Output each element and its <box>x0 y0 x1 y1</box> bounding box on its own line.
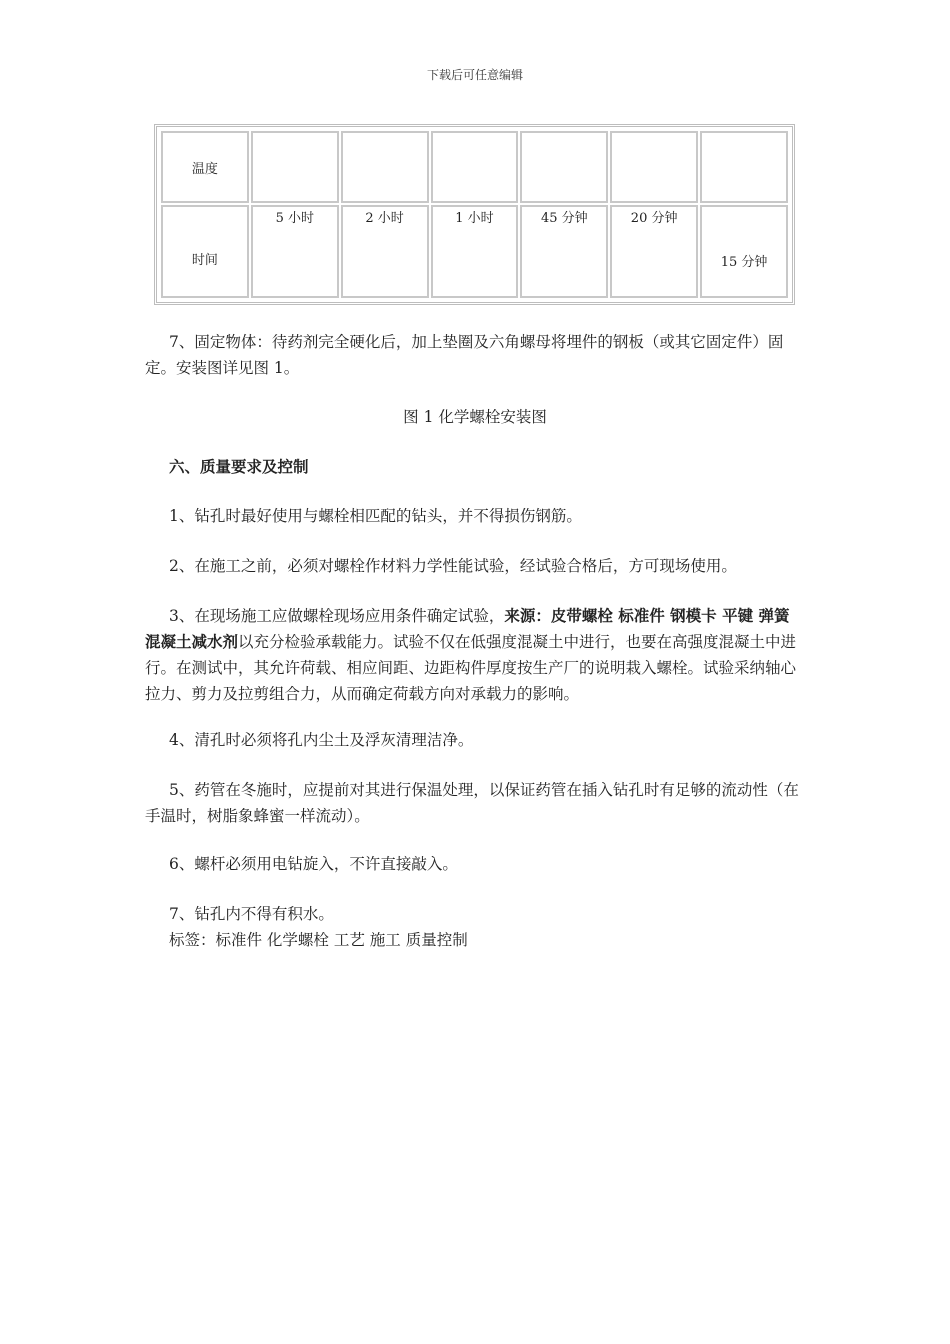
time-cell: 2 小时 <box>341 205 429 298</box>
quality-item-5: 5、药管在冬施时，应提前对其进行保温处理，以保证药管在插入钻孔时有足够的流动性（在手温时，树脂象蜂蜜一样流动）。 <box>145 781 799 825</box>
time-cell: 20 分钟 <box>610 205 698 298</box>
temperature-time-table <box>154 124 795 305</box>
temperature-cell <box>251 131 339 203</box>
temperature-cell <box>431 131 519 203</box>
quality-item-7: 7、钻孔内不得有积水。 <box>169 905 334 923</box>
quality-item-6: 6、螺杆必须用电钻旋入，不许直接敲入。 <box>169 855 458 873</box>
source-keywords: 来源：皮带螺栓 标准件 钢模卡 平键 弹簧 混凝土减水剂 <box>145 606 790 651</box>
temperature-cell <box>700 131 788 203</box>
quality-item-4: 4、清孔时必须将孔内尘土及浮灰清理洁净。 <box>169 731 474 749</box>
time-cell: 15 分钟 <box>700 205 788 298</box>
time-cell: 1 小时 <box>431 205 519 298</box>
figure-caption: 图 1 化学螺栓安装图 <box>403 408 547 426</box>
quality-item-3-end: 以充分检验承载能力。试验不仅在低强度混凝土中进行，也要在高强度混凝土中进行。在测试中，其允许荷载、相应间距、边距构件厚度按生产厂的说明栽入螺栓。试验采纳轴心拉力、剪力及拉剪组合力，从而确定荷载方向对承载力的影响。 <box>145 633 797 703</box>
quality-item-3-start: 3、在现场施工应做螺栓现场应用条件确定试验， <box>169 607 505 625</box>
tags-line: 标签：标准件 化学螺栓 工艺 施工 质量控制 <box>169 931 468 949</box>
temperature-cell <box>341 131 429 203</box>
page-header: 下载后可任意编辑 <box>426 68 523 82</box>
quality-item-3 <box>145 603 810 707</box>
temperature-label-cell: 温度 <box>161 131 249 203</box>
section-title: 六、质量要求及控制 <box>169 457 309 476</box>
time-cell: 5 小时 <box>251 205 339 298</box>
time-cell: 45 分钟 <box>520 205 608 298</box>
quality-item-1: 1、钻孔时最好使用与螺栓相匹配的钻头，并不得损伤钢筋。 <box>169 507 582 525</box>
quality-item-2: 2、在施工之前，必须对螺栓作材料力学性能试验，经试验合格后，方可现场使用。 <box>169 557 737 575</box>
temperature-cell <box>520 131 608 203</box>
time-label-cell: 时间 <box>161 205 249 298</box>
temperature-cell <box>610 131 698 203</box>
paragraph-fix-object: 7、固定物体：待药剂完全硬化后，加上垫圈及六角螺母将埋件的钢板（或其它固定件）固定。安装图详见图 1。 <box>145 333 784 377</box>
